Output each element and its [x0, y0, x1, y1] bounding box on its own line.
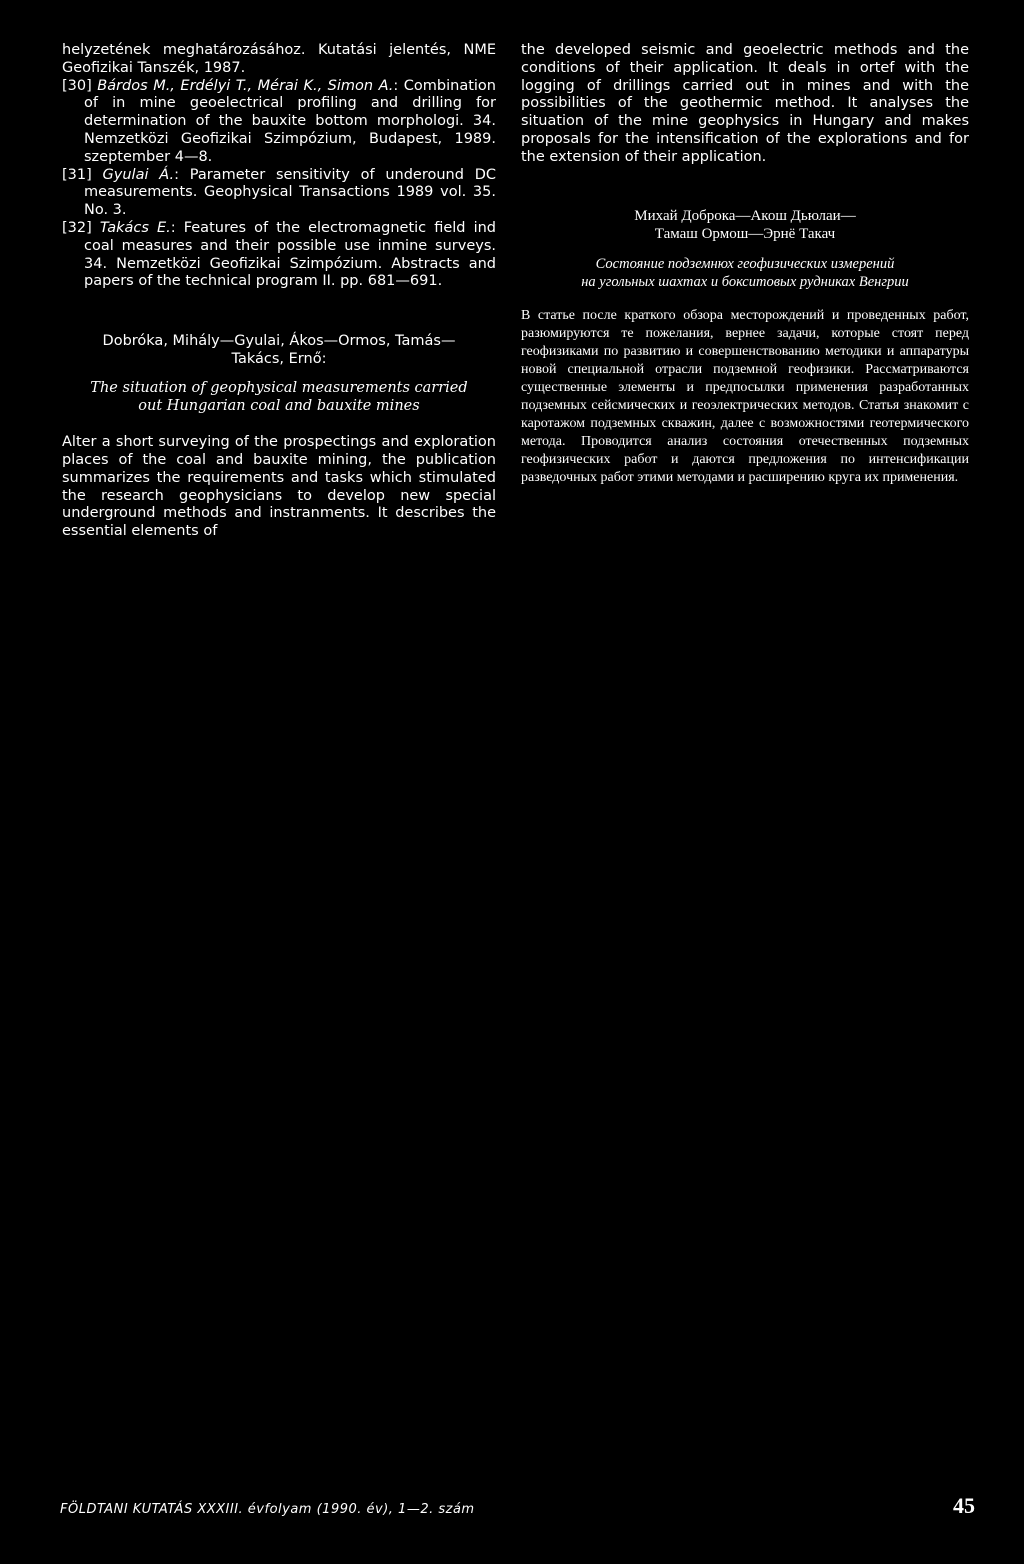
- english-abstract-text: Alter a short surveying of the prospectings and exploration places of the coal and bauxite mining, the publication summarizes the requirements and tasks which stimulated the research geophysicians to develop new special underground methods and instranments. It describes the essential elements of: [62, 434, 496, 540]
- reference-text: : Combination of in mine geoelectrical profiling and drilling for determination of the bauxite bottom morphologi. 34. Nemzetközi Geofizikai Szimpózium, Budapest, 1989. szeptember 4—8.: [84, 77, 496, 165]
- reference-text: : Features of the electromagnetic field ind coal measures and their possible use inmine surveys. 34. Nemzetközi Geofizikai Szimpózium. Abstracts and papers of the technical program II. pp. 681—691.: [84, 219, 496, 290]
- english-abstract-continuation: the developed seismic and geoelectric methods and the conditions of their application. It deals in ortef with the logging of drillings carried out in mines and with the possibilities of the geothermic method. It analyses the situation of the mine geophysics in Hungary and makes proposals for the intensification of the explorations and for the extension of their application.: [521, 42, 969, 165]
- reference-authors: Bárdos M., Erdélyi T., Mérai K., Simon A.: [97, 77, 394, 94]
- english-abstract-authors: [62, 332, 496, 368]
- russian-abstract-text: В статье после краткого обзора месторождений и проведенных работ, разюмируются те пожелания, вернее задачи, которые стоят перед геофизиками по развитию и совершенствованию методики и аппаратуры новой специальной отрасли подземной геофизики. Рассматриваются существенные элементы и предпосылки применения разработанных подземных сейсмических и геоэлектрических методов. Статья знакомит с каротажом подземных скважин, далее с возможностями геотермического метода. Проводится анализ состояния отечественных подземных геофизических работ и даются предложения по интенсификации разведочных работ этими методами и расширению круга их применения.: [521, 307, 969, 486]
- reference-number: [32]: [62, 219, 92, 236]
- reference-30: [62, 78, 496, 167]
- left-column: [62, 42, 496, 541]
- russian-abstract-authors: [521, 207, 969, 243]
- journal-footer: FÖLDTANI KUTATÁS XXXIII. évfolyam (1990. év), 1—2. szám: [60, 1502, 475, 1517]
- reference-continuation: helyzetének meghatározásához. Kutatási jelentés, NME Geofizikai Tanszék, 1987.: [62, 42, 496, 76]
- reference-authors: Takács E.: [99, 219, 171, 236]
- title-line: на угольных шахтах и бокситовых рудниках Венгрии: [581, 273, 909, 290]
- right-column: [521, 42, 969, 488]
- authors-line: Михай Доброка—Акош Дьюлаи—: [634, 207, 856, 224]
- title-line: The situation of geophysical measurements carried: [90, 380, 468, 397]
- page-number: 45: [953, 1493, 975, 1518]
- reference-number: [30]: [62, 77, 92, 94]
- authors-line: Takács, Ernő:: [231, 351, 327, 368]
- english-abstract-title: [62, 380, 496, 415]
- reference-authors: Gyulai Á.: [102, 166, 175, 183]
- reference-32: [62, 220, 496, 291]
- title-line: Состояние подземнюх геофизических измерений: [595, 255, 895, 272]
- title-line: out Hungarian coal and bauxite mines: [138, 397, 420, 414]
- reference-31: [62, 167, 496, 220]
- reference-number: [31]: [62, 166, 92, 183]
- reference-text: : Parameter sensitivity of underound DC measurements. Geophysical Transactions 1989 vol. 35. No. 3.: [84, 166, 497, 219]
- authors-line: Тамаш Ормош—Эрнё Такач: [654, 225, 836, 242]
- authors-line: Dobróka, Mihály—Gyulai, Ákos—Ormos, Tamás—: [102, 333, 456, 350]
- russian-abstract-title: [521, 255, 969, 291]
